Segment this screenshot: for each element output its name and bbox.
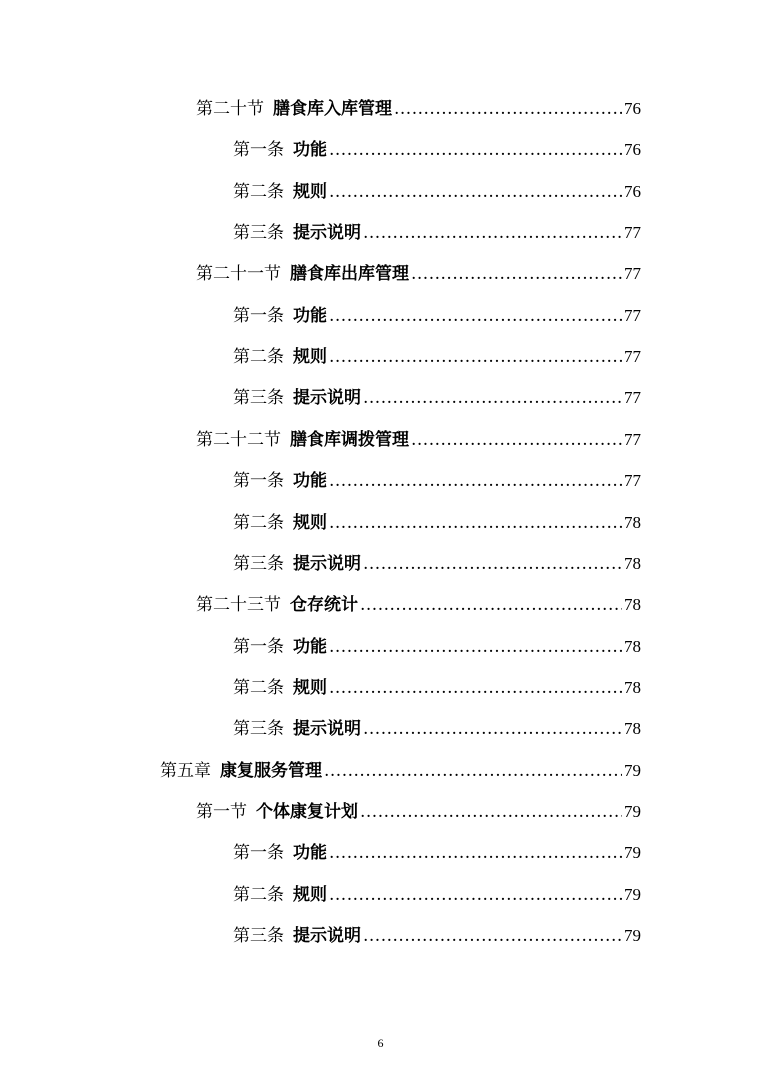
toc-dot-leader: [360, 593, 622, 617]
toc-entry-title: 膳食库调拨管理: [290, 430, 409, 450]
toc-entry-number: 第三条: [233, 388, 284, 408]
toc-entry[interactable]: [196, 262, 641, 286]
toc-dot-leader: [363, 221, 622, 245]
toc-entry-title: 规则: [293, 513, 327, 533]
toc-entry-number: 第三条: [233, 719, 284, 739]
toc-entry-page: 78: [624, 719, 641, 738]
toc-entry-title: 提示说明: [293, 719, 361, 739]
toc-entry-title: 提示说明: [293, 223, 361, 243]
toc-entry-title: 膳食库入库管理: [273, 99, 392, 119]
toc-dot-leader: [363, 552, 622, 576]
toc-entry-title: 康复服务管理: [220, 761, 322, 781]
toc-dot-leader: [329, 304, 622, 328]
toc-entry-page: 77: [624, 264, 641, 283]
toc-entry[interactable]: [233, 469, 641, 493]
toc-entry-page: 76: [624, 99, 641, 118]
toc-entry-number: 第三条: [233, 554, 284, 574]
toc-dot-leader: [329, 676, 622, 700]
toc-dot-leader: [360, 800, 622, 824]
toc-entry-title: 膳食库出库管理: [290, 264, 409, 284]
toc-entry-title: 功能: [293, 306, 327, 326]
toc-entry-title: 个体康复计划: [256, 802, 358, 822]
toc-dot-leader: [363, 386, 622, 410]
toc-entry-number: 第五章: [160, 761, 211, 781]
toc-entry-page: 79: [624, 802, 641, 821]
toc-dot-leader: [329, 138, 622, 162]
toc-dot-leader: [324, 759, 622, 783]
toc-entry-title: 提示说明: [293, 388, 361, 408]
toc-entry[interactable]: [233, 552, 641, 576]
toc-entry[interactable]: [196, 593, 641, 617]
toc-entry-title: 规则: [293, 182, 327, 202]
toc-dot-leader: [329, 635, 622, 659]
toc-entry-number: 第一条: [233, 471, 284, 491]
toc-dot-leader: [411, 428, 622, 452]
toc-entry-number: 第二十三节: [196, 595, 281, 615]
toc-entry-number: 第二条: [233, 678, 284, 698]
toc-entry[interactable]: [160, 759, 641, 783]
toc-entry-title: 仓存统计: [290, 595, 358, 615]
toc-dot-leader: [363, 717, 622, 741]
toc-entry-page: 78: [624, 595, 641, 614]
toc-entry-number: 第三条: [233, 223, 284, 243]
toc-entry-page: 78: [624, 678, 641, 697]
toc-entry-title: 规则: [293, 885, 327, 905]
toc-dot-leader: [329, 841, 622, 865]
toc-entry-number: 第一条: [233, 140, 284, 160]
toc-entry-page: 78: [624, 637, 641, 656]
toc-entry-title: 功能: [293, 843, 327, 863]
toc-entry-page: 77: [624, 223, 641, 242]
toc-entry-page: 77: [624, 388, 641, 407]
toc-entry-page: 78: [624, 513, 641, 532]
toc-entry-title: 功能: [293, 471, 327, 491]
toc-entry-number: 第二条: [233, 513, 284, 533]
toc-entry[interactable]: [233, 676, 641, 700]
toc-entry-page: 79: [624, 843, 641, 862]
toc-entry-number: 第二十二节: [196, 430, 281, 450]
toc-entry[interactable]: [233, 180, 641, 204]
toc-entry[interactable]: [233, 635, 641, 659]
page-number: 6: [377, 1036, 384, 1050]
toc-entry[interactable]: [233, 511, 641, 535]
toc-entry[interactable]: [196, 428, 641, 452]
toc-dot-leader: [329, 511, 622, 535]
toc-entry-page: 78: [624, 554, 641, 573]
toc-entry[interactable]: [233, 304, 641, 328]
toc-entry-title: 规则: [293, 347, 327, 367]
toc-entry[interactable]: [196, 800, 641, 824]
toc-entry-number: 第二条: [233, 182, 284, 202]
toc-entry-title: 功能: [293, 140, 327, 160]
toc-entry-page: 77: [624, 306, 641, 325]
toc-entry-page: 79: [624, 885, 641, 904]
toc-entry-number: 第二十一节: [196, 264, 281, 284]
toc-entry-page: 77: [624, 430, 641, 449]
toc-entry[interactable]: [233, 138, 641, 162]
toc-entry-page: 77: [624, 471, 641, 490]
toc-entry-page: 79: [624, 761, 641, 780]
toc-entry[interactable]: [233, 345, 641, 369]
toc-entry-number: 第二十节: [196, 99, 264, 119]
toc-entry-page: 79: [624, 926, 641, 945]
toc-entry-number: 第二条: [233, 347, 284, 367]
toc-entry-page: 76: [624, 182, 641, 201]
toc-entry-title: 提示说明: [293, 926, 361, 946]
toc-entry-number: 第二条: [233, 885, 284, 905]
toc-entry[interactable]: [233, 924, 641, 948]
toc-entry-page: 76: [624, 140, 641, 159]
toc-dot-leader: [363, 924, 622, 948]
toc-entry[interactable]: [233, 841, 641, 865]
toc-entry-number: 第三条: [233, 926, 284, 946]
toc-dot-leader: [329, 469, 622, 493]
toc-entry-title: 功能: [293, 637, 327, 657]
toc-entry[interactable]: [233, 386, 641, 410]
toc-entry-page: 77: [624, 347, 641, 366]
toc-entry-number: 第一节: [196, 802, 247, 822]
toc-entry[interactable]: [233, 221, 641, 245]
toc-dot-leader: [329, 883, 622, 907]
toc-entry[interactable]: [196, 97, 641, 121]
toc-entry-number: 第一条: [233, 843, 284, 863]
toc-entry[interactable]: [233, 717, 641, 741]
toc-dot-leader: [394, 97, 622, 121]
toc-entry-title: 规则: [293, 678, 327, 698]
toc-dot-leader: [329, 345, 622, 369]
toc-entry-title: 提示说明: [293, 554, 361, 574]
toc-dot-leader: [411, 262, 622, 286]
toc-entry[interactable]: [233, 883, 641, 907]
toc-entry-number: 第一条: [233, 306, 284, 326]
toc-dot-leader: [329, 180, 622, 204]
toc-entry-number: 第一条: [233, 637, 284, 657]
